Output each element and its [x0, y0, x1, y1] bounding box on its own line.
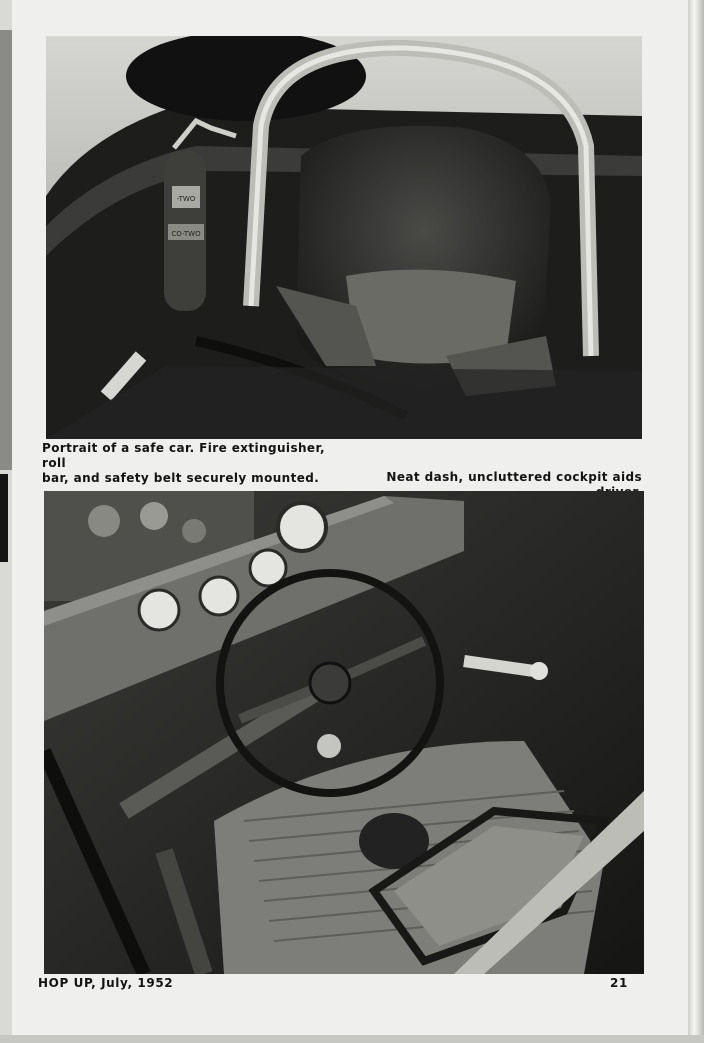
caption-safe-car-line1: Portrait of a safe car. Fire extinguisher, roll	[42, 441, 325, 470]
page-bottom-edge	[0, 1035, 704, 1043]
extinguisher-label-top: -TWO	[176, 195, 196, 203]
caption-safe-car	[42, 441, 342, 486]
page-binding-edge	[688, 0, 704, 1043]
photo-seat-illustration	[46, 36, 642, 439]
caption-neat-dash: Neat dash, uncluttered cockpit aids	[386, 470, 642, 484]
page-edge-strip	[0, 30, 12, 470]
photo-cockpit-illustration	[44, 491, 644, 974]
footer-publication: HOP UP, July, 1952	[38, 976, 174, 990]
photo-safe-car-seat	[46, 36, 642, 439]
footer-page-number: 21	[610, 976, 628, 990]
caption-safe-car-line2: bar, and safety belt securely mounted.	[42, 471, 320, 485]
page-edge-tab	[0, 474, 8, 562]
extinguisher-label-bottom: CO-TWO	[171, 230, 201, 238]
photo-cockpit-dash	[44, 491, 644, 974]
